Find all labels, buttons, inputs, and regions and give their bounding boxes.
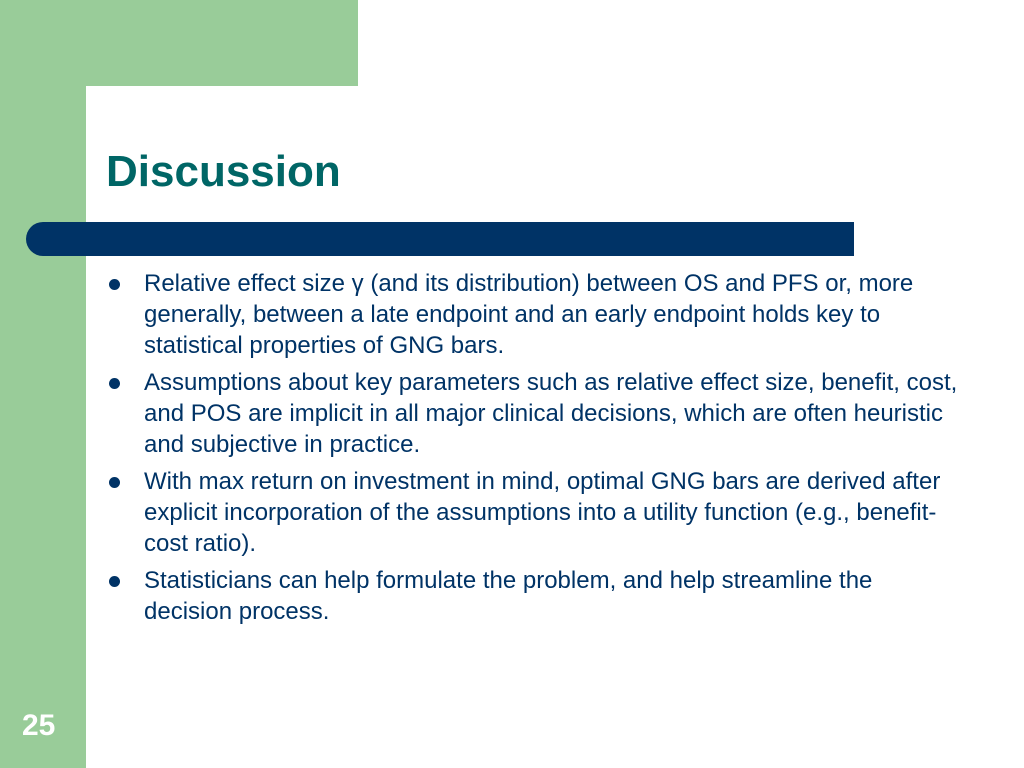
- bullet-item: [104, 367, 964, 460]
- bullet-item: [104, 565, 964, 627]
- bullet-text: Assumptions about key parameters such as relative effect size, benefit, cost, and POS are implicit in all major clinical decisions, which are often heuristic and subjective in practice.: [144, 369, 958, 458]
- bullet-list: [104, 268, 964, 633]
- slide-title: Discussion: [106, 147, 341, 196]
- title-underline-bar: [26, 222, 854, 256]
- top-green-band: [0, 0, 358, 86]
- slide-number: 25: [22, 709, 56, 742]
- bullet-item: [104, 466, 964, 559]
- bullet-text: Statisticians can help formulate the problem, and help streamline the decision process.: [144, 567, 873, 625]
- bullet-dot-icon: [109, 477, 120, 488]
- bullet-dot-icon: [109, 378, 120, 389]
- bullet-text: Relative effect size γ (and its distribution) between OS and PFS or, more generally, between a late endpoint and an early endpoint holds key to statistical properties of GNG bars.: [144, 270, 914, 359]
- bullet-item: [104, 268, 964, 361]
- bullet-text: With max return on investment in mind, optimal GNG bars are derived after explicit incorporation of the assumptions into a utility function (e.g., benefit-cost ratio).: [144, 468, 941, 557]
- bullet-dot-icon: [109, 576, 120, 587]
- left-green-band: [0, 0, 86, 768]
- bullet-dot-icon: [109, 279, 120, 290]
